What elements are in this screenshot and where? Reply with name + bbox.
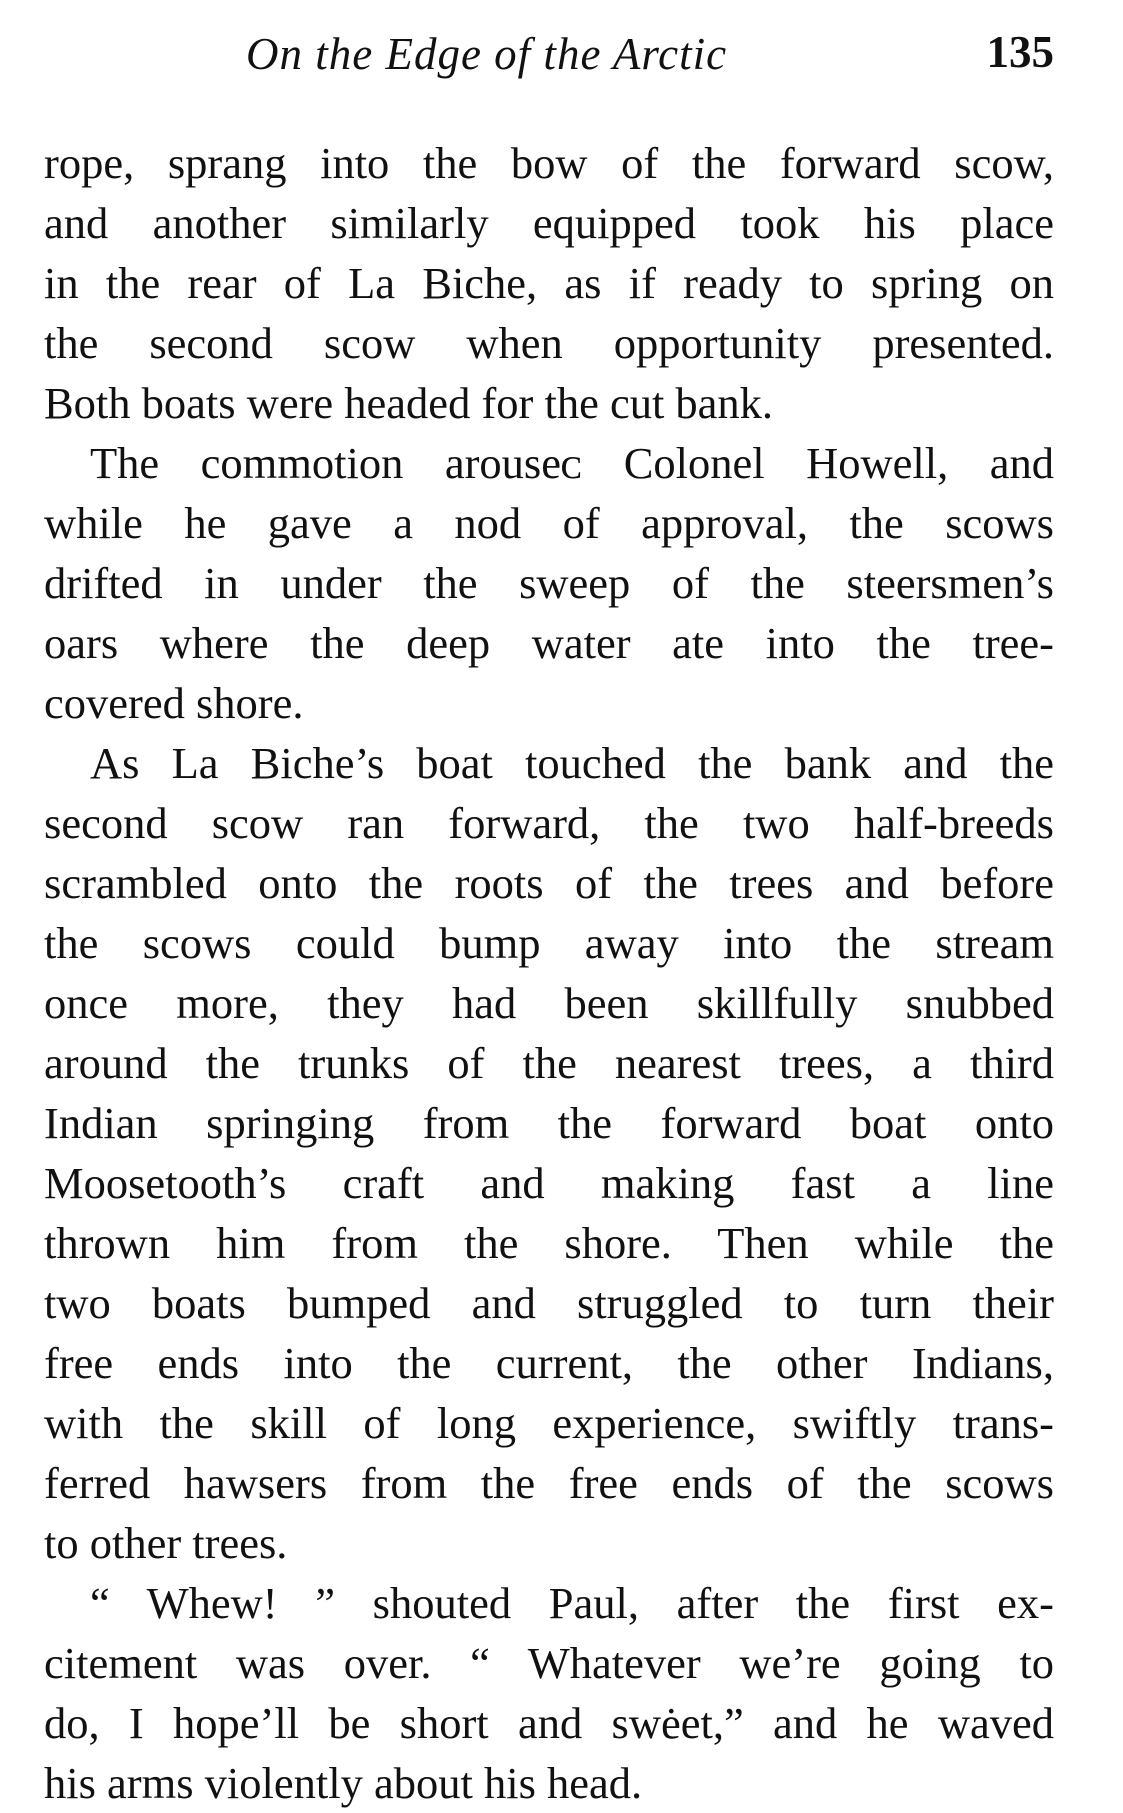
paragraph-3 [44,733,1054,1573]
text-line: scrambled onto the roots of the trees and before [44,858,1054,908]
text-line: rope, sprang into the bow of the forward scow, [44,138,1054,188]
body-text [44,133,1054,1813]
text-line: As La Biche’s boat touched the bank and the [90,738,1054,788]
text-line: thrown him from the shore. Then while the [44,1218,1054,1268]
text-line: Indian springing from the forward boat onto [44,1098,1054,1148]
text-line: in the rear of La Biche, as if ready to spring on [44,258,1054,308]
text-line: two boats bumped and struggled to turn their [44,1278,1054,1328]
running-title: On the Edge of the Arctic [246,29,728,79]
text-line: the scows could bump away into the stream [44,918,1054,968]
text-line: citement was over. “ Whatever we’re going to [44,1638,1054,1688]
text-line: oars where the deep water ate into the tree- [44,618,1054,668]
page-number: 135 [986,27,1054,77]
paragraph-2 [44,433,1054,733]
text-line: to other trees. [44,1518,288,1568]
text-line: the second scow when opportunity presented. [44,318,1054,368]
running-header [44,22,1054,92]
text-line: with the skill of long experience, swiftly trans- [44,1398,1054,1448]
text-line: his arms violently about his head. [44,1758,643,1808]
text-line: free ends into the current, the other Indians, [44,1338,1054,1388]
text-line: “ Whew! ” shouted Paul, after the first ex- [90,1578,1054,1628]
text-line: The commotion arouseᴄ Colonel Howell, and [90,438,1054,488]
text-line: Both boats were headed for the cut bank. [44,378,774,428]
text-line: covered shore. [44,678,304,728]
text-line: ferred hawsers from the free ends of the scows [44,1458,1054,1508]
paragraph-4 [44,1573,1054,1813]
text-line: Moosetooth’s craft and making fast a line [44,1158,1054,1208]
text-line: do, I hope’ll be short and swėet,” and he waved [44,1698,1054,1748]
paragraph-1 [44,133,1054,433]
text-line: second scow ran forward, the two half-breeds [44,798,1054,848]
text-line: and another similarly equipped took his place [44,198,1054,248]
text-line: once more, they had been skillfully snubbed [44,978,1054,1028]
text-line: around the trunks of the nearest trees, a third [44,1038,1054,1088]
text-line: drifted in under the sweep of the steersmen’s [44,558,1054,608]
text-line: while he gave a nod of approval, the scows [44,498,1054,548]
